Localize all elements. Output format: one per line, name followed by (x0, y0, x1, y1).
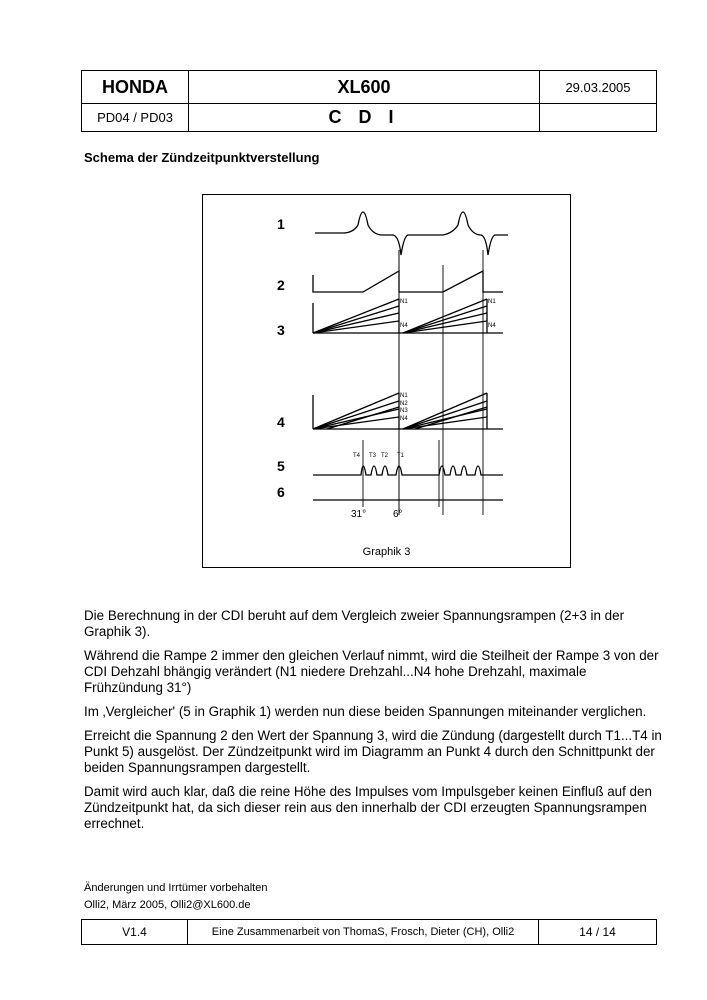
version-cell: V1.4 (82, 920, 188, 945)
n1-label-c: N1 (400, 393, 408, 399)
row-label-2: 2 (277, 277, 285, 293)
paragraph: Erreicht die Spannung 2 den Wert der Spannung 3, wird die Zündung (dargestellt durch T1...T4 in Punkt 5) ausgelöst. Der Zündzeitpunkt wird im Diagramm an Punkt 4 durch den Schnittpunkt der beiden Spannungsrampen dargestellt. (84, 728, 662, 775)
date-cell: 29.03.2005 (540, 71, 657, 104)
signal-5 (313, 466, 503, 475)
row-label-3: 3 (277, 322, 285, 338)
angle-31-label: 31° (351, 509, 367, 520)
row-label-6: 6 (277, 484, 285, 500)
n4-label-b: N4 (488, 323, 496, 329)
row-label-5: 5 (277, 458, 285, 474)
n4-label-c: N4 (400, 416, 408, 422)
figure-box (202, 194, 571, 568)
signal-1 (315, 212, 508, 255)
timing-diagram (203, 195, 570, 535)
angle-6-label: 6° (393, 509, 403, 520)
codes-cell: PD04 / PD03 (82, 104, 189, 132)
section-title: Schema der Zündzeitpunktverstellung (84, 150, 320, 165)
credits-cell: Eine Zusammenarbeit von ThomaS, Frosch, Dieter (CH), Olli2 (188, 920, 539, 945)
signal-4 (313, 393, 503, 429)
paragraph: Damit wird auch klar, daß die reine Höhe des Impulses vom Impulsgeber keinen Einfluß auf den Zündzeitpunkt hat, da sich dieser rein aus den innerhalb der CDI erzeugten Spannungsrampen errechnet. (84, 784, 652, 831)
model-cell: XL600 (189, 71, 540, 104)
n2-label-c: N2 (400, 401, 408, 407)
n3-label-c: N3 (400, 408, 408, 414)
page-cell: 14 / 14 (539, 920, 657, 945)
footer-note (84, 880, 267, 914)
empty-cell (540, 104, 657, 132)
paragraph: Im ‚Vergleicher' (5 in Graphik 1) werden nun diese beiden Spannungen miteinander verglichen. (84, 704, 647, 719)
figure-caption: Graphik 3 (362, 546, 411, 558)
n1-label-b: N1 (488, 299, 496, 305)
n4-label-a: N4 (400, 323, 408, 329)
topic-cell: C D I (189, 104, 540, 132)
signal-3 (313, 299, 503, 333)
row-label-4: 4 (277, 414, 285, 430)
t4-label: T4 (353, 453, 361, 459)
author-line: Olli2, März 2005, Olli2@XL600.de (84, 899, 251, 911)
t3-label: T3 (369, 453, 377, 459)
paragraph: Die Berechnung in der CDI beruht auf dem Vergleich zweier Spannungsrampen (2+3 in der Graphik 3). (84, 608, 625, 639)
signal-2 (313, 271, 503, 292)
n1-label-a: N1 (400, 299, 408, 305)
body-text (84, 608, 664, 840)
t2-label: T2 (381, 453, 389, 459)
row-label-1: 1 (277, 216, 285, 232)
paragraph: Während die Rampe 2 immer den gleichen Verlauf nimmt, wird die Steilheit der Rampe 3 von der CDI Dehzahl bhängig verändert (N1 niedere Drehzahl...N4 hohe Drehzahl, maximale Frühzündung 31°) (84, 648, 659, 695)
footer-table (81, 919, 657, 945)
make-cell: HONDA (82, 71, 189, 104)
header-table (81, 70, 657, 132)
t1-label: T1 (397, 453, 405, 459)
disclaimer: Änderungen und Irrtümer vorbehalten (84, 882, 268, 894)
